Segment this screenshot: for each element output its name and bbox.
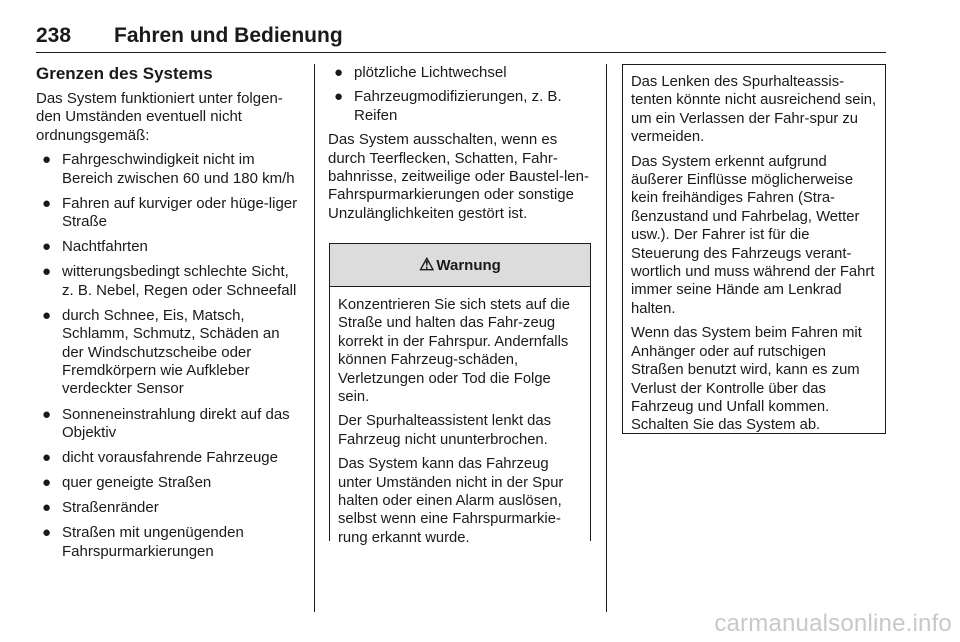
bullet-icon: ● <box>42 474 52 492</box>
list-item: ● plötzliche Lichtwechsel <box>334 64 507 81</box>
list-item: ● Straßenränder <box>42 499 159 517</box>
warning-paragraph: Das System erkennt aufgrund äußerer Einflüsse möglicherweise kein freihändiges Fahren (Stra-ßenzustand und Fahrbelag, Wetter usw.). Der Fahrer ist für die Steuerung des Fahrzeugs verant-wortlich und muss während der Fahrt immer seine Hände am Lenkrad halten. <box>631 153 875 317</box>
page-number: 238 <box>36 24 72 47</box>
list-item: ● durch Schnee, Eis, Matsch, Schlamm, Schmutz, Schäden an der Windschutzscheibe oder Fremdkörpern wie Aufkleber verdeckter Sensor <box>42 306 280 398</box>
warning-paragraph: Der Spurhalteassistent lenkt das Fahrzeug nicht ununterbrochen. <box>338 413 552 448</box>
list-item: ● witterungsbedingt schlechte Sicht, z. B. Nebel, Regen oder Schneefall <box>42 263 297 299</box>
warning-paragraph: Das System kann das Fahrzeug unter Umständen nicht in der Spur halten oder einen Alarm auslösen, selbst wenn eine Fahrspurmarkie-rung erkannt wurde. <box>338 456 564 546</box>
warning-body <box>330 287 590 547</box>
page-header <box>36 24 886 54</box>
warning-triangle-icon: ⚠ <box>419 255 435 274</box>
limitations-list-continued <box>328 64 590 125</box>
column-2 <box>328 64 590 229</box>
bullet-icon: ● <box>42 238 52 256</box>
list-item: ● dicht vorausfahrende Fahrzeuge <box>42 449 278 467</box>
warning-paragraph: Wenn das System beim Fahren mit Anhänger oder auf rutschigen Straßen benutzt wird, kann es zum Verlust der Kontrolle über das Fahrzeug und Unfall kommen. Schalten Sie das System ab. <box>631 325 862 434</box>
switch-off-paragraph: Das System ausschalten, wenn es durch Teerflecken, Schatten, Fahr-bahnrisse, zeitweilige oder Baustel-len-Fahrspurmarkierungen oder sonstige Unzulänglichkeiten gestört ist. <box>328 131 589 222</box>
bullet-icon: ● <box>334 64 344 81</box>
warning-paragraph: Das Lenken des Spurhalteassis-tenten könnte nicht ausreichend sein, um ein Verlassen der Fahr-spur zu vermeiden. <box>631 74 877 146</box>
bullet-icon: ● <box>42 194 52 212</box>
list-item: ● Fahrzeugmodifizierungen, z. B. Reifen <box>334 88 562 124</box>
column-1 <box>36 64 298 568</box>
warning-box-continued <box>622 64 886 434</box>
list-item: ● Fahren auf kurviger oder hüge-liger Straße <box>42 194 298 231</box>
column-divider-1 <box>314 64 315 612</box>
warning-header <box>330 244 590 287</box>
list-item: ● quer geneigte Straßen <box>42 474 212 492</box>
limitations-list <box>36 151 298 561</box>
bullet-icon: ● <box>42 449 52 467</box>
warning-title: Warnung <box>436 256 501 274</box>
header-rule <box>36 52 886 53</box>
watermark: carmanualsonline.info <box>714 610 952 637</box>
bullet-icon: ● <box>42 499 52 517</box>
bullet-icon: ● <box>42 263 52 281</box>
list-item: ● Sonneneinstrahlung direkt auf das Objektiv <box>42 405 290 441</box>
bullet-icon: ● <box>42 151 52 169</box>
chapter-title: Fahren und Bedienung <box>114 24 343 47</box>
section-heading: Grenzen des Systems <box>36 64 213 83</box>
bullet-icon: ● <box>42 524 52 542</box>
bullet-icon: ● <box>334 88 344 106</box>
bullet-icon: ● <box>42 405 52 423</box>
bullet-icon: ● <box>42 306 52 324</box>
intro-paragraph: Das System funktioniert unter folgen-den Umständen eventuell nicht ordnungsgemäß: <box>36 90 283 144</box>
list-item: ● Straßen mit ungenügenden Fahrspurmarkierungen <box>42 524 244 560</box>
column-divider-2 <box>606 64 607 612</box>
warning-box <box>329 243 591 546</box>
list-item: ● Nachtfahrten <box>42 238 148 256</box>
warning-paragraph: Konzentrieren Sie sich stets auf die Straße und halten das Fahr-zeug korrekt in der Fahrspur. Andernfalls können Fahrzeug-schäden, Verletzungen oder Tod die Folge sein. <box>338 297 570 406</box>
list-item: ● Fahrgeschwindigkeit nicht im Bereich zwischen 60 und 180 km/h <box>42 151 295 187</box>
